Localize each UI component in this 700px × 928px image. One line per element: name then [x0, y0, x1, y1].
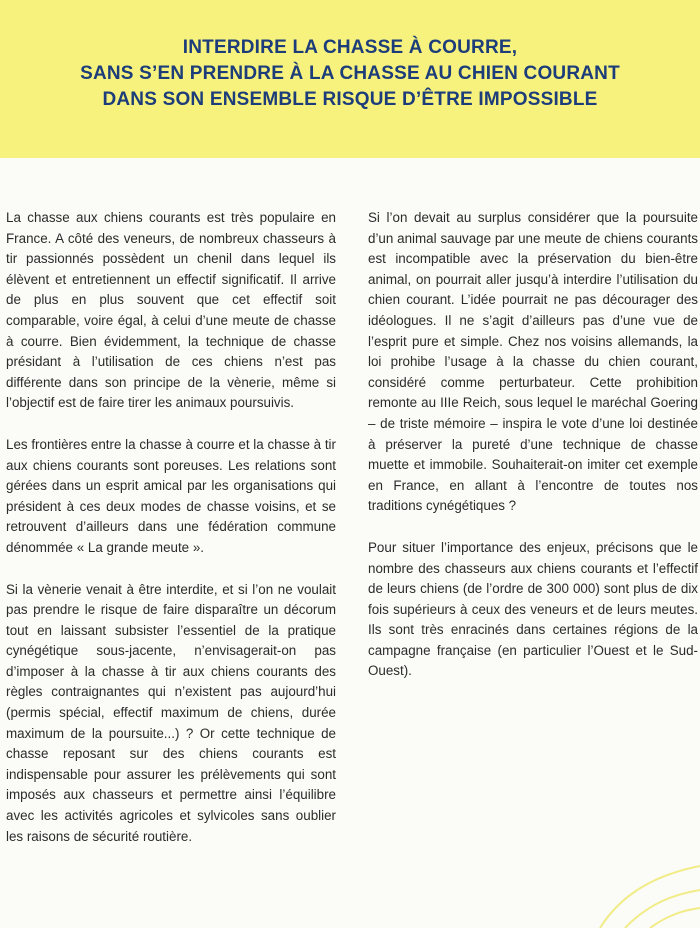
title-line-3: DANS SON ENSEMBLE RISQUE D’ÊTRE IMPOSSIBLE: [102, 89, 598, 110]
title-line-2: SANS S’EN PRENDRE À LA CHASSE AU CHIEN COURANT: [80, 63, 620, 84]
left-paragraph-2: Les frontières entre la chasse à courre et la chasse à tir aux chiens courants sont poreuses. Les relations sont gérées dans un esprit amical par les organisations qui président à ces deux modes de chasse voisins, et se retrouvent d’ailleurs dans une fédération commune dénommée « La grande meute ».: [6, 436, 336, 555]
left-paragraph-1: La chasse aux chiens courants est très populaire en France. A côté des veneurs, de nombreux chasseurs à tir passionnés possèdent un chenil dans lequel ils élèvent et entretiennent un effectif significatif. Il arrive de plus en plus souvent que cet effectif soit comparable, voire égal, à celui d’une meute de chasse à courre. Bien évidemment, la technique de chasse présidant à l’utilisation de ces chiens n’est pas différente dans son principe de la vènerie, même si l’objectif est de faire tirer les animaux poursuivis.: [6, 210, 336, 411]
decorative-curve-lines: [580, 818, 700, 928]
right-paragraph-1: Si l’on devait au surplus considérer que la poursuite d’un animal sauvage par une meute de chiens courants est incompatible avec la préservation du bien-être animal, on pourrait aller jusqu’à interdire l’utilisation du chien courant. L’idée pourrait ne pas décourager des idéologues. Il ne s’agit d’ailleurs pas d’une vue de l’esprit pure et simple. Chez nos voisins allemands, la loi prohibe l’usage à la chasse du chien courant, considéré comme perturbateur. Cette prohibition remonte au IIIe Reich, sous lequel le maréchal Goering – de triste mémoire – inspira le vote d’une loi destinée à préserver la pureté d’une technique de chasse muette et immobile. Souhaiterait-on imiter cet exemple en France, en allant à l’encontre de toutes nos traditions cynégétiques ?: [368, 210, 698, 514]
right-paragraph-2: Pour situer l’importance des enjeux, précisons que le nombre des chasseurs aux chiens courants et l’effectif de leurs chiens (de l’ordre de 300 000) sont plus de dix fois supérieurs à ceux des veneurs et de leurs meutes. Ils sont très enracinés dans certaines régions de la campagne française (en particulier l’Ouest et le Sud-Ouest).: [368, 539, 698, 679]
title-line-1: INTERDIRE LA CHASSE À COURRE,: [182, 37, 518, 58]
left-paragraph-3: Si la vènerie venait à être interdite, et si l’on ne voulait pas prendre le risque de faire disparaître un décorum tout en laissant subsister l’essentiel de la pratique cynégétique sous-jacente, n’envisagerait-on pas d’imposer à la chasse à tir aux chiens courants des règles contraignantes qui n’existent pas aujourd’hui (permis spécial, effectif maximum de chiens, durée maximum de la poursuite...) ? Or cette technique de chasse reposant sur des chiens courants est indispensable pour assurer les prélèvements qui sont imposés aux chasseurs et permettre ainsi l’équilibre avec les activités agricoles et sylvicoles sans oublier les raisons de sécurité routière.: [6, 581, 336, 844]
title-banner: [0, 0, 700, 158]
left-column: [6, 208, 336, 847]
right-column: [368, 208, 698, 682]
article-title: [80, 35, 620, 113]
